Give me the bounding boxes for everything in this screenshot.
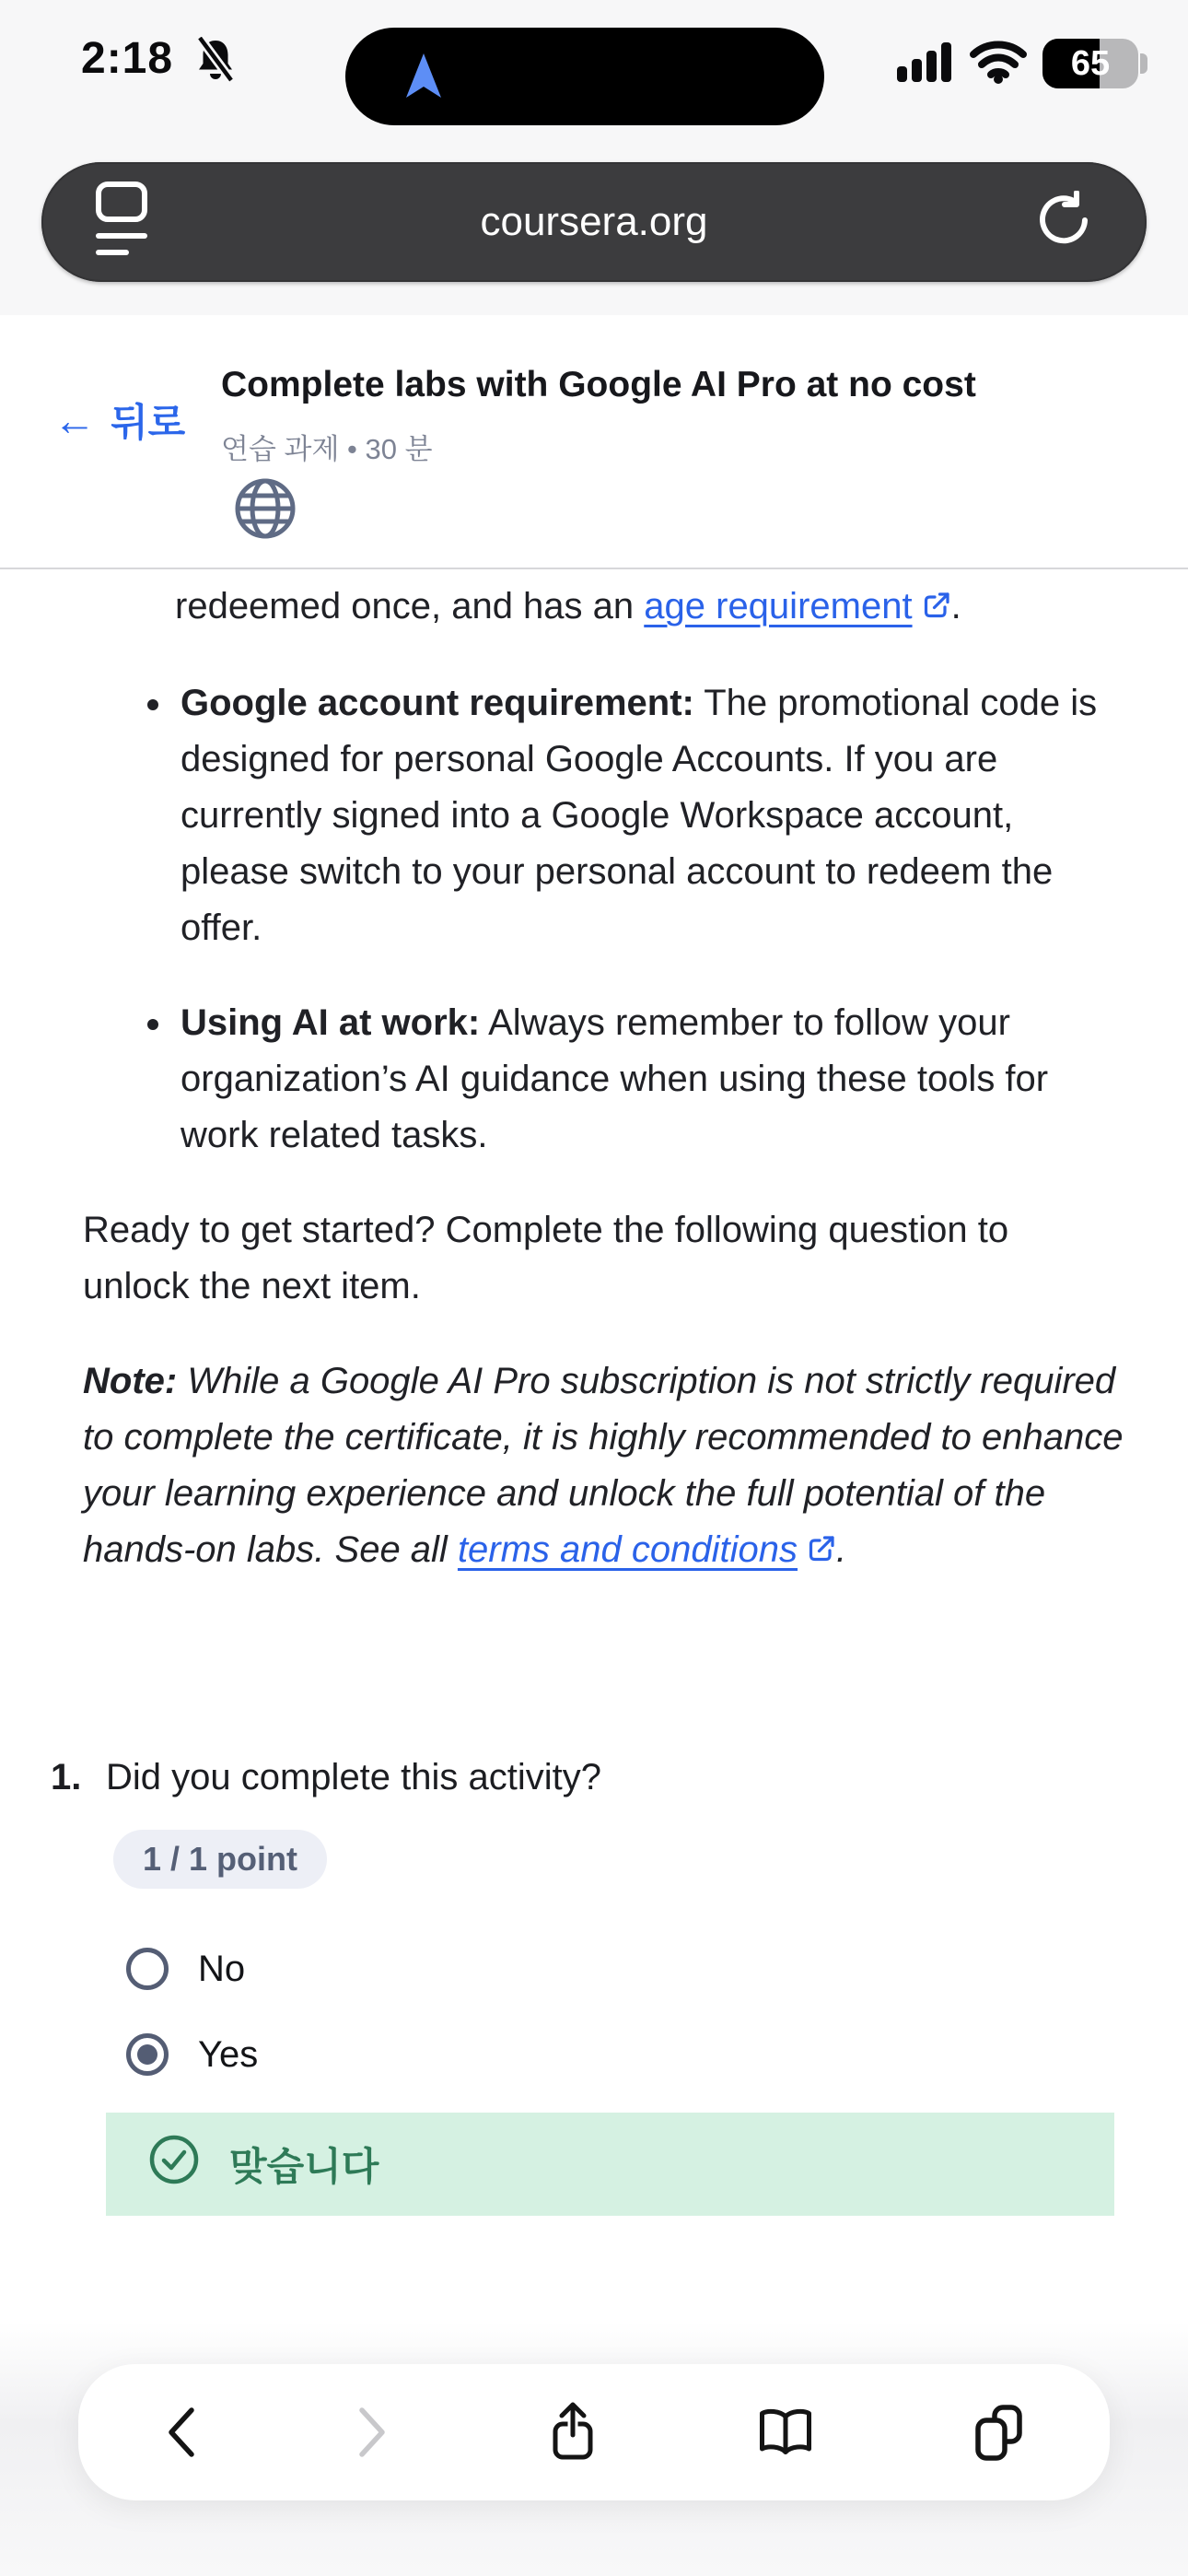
battery-indicator: [1042, 39, 1149, 88]
reload-button[interactable]: [1034, 191, 1093, 253]
clock-text: 2:18: [81, 34, 174, 83]
radio-option-yes[interactable]: [126, 2033, 1188, 2076]
nav-back-button[interactable]: [163, 2406, 198, 2459]
option-label[interactable]: No: [198, 1948, 246, 1989]
check-circle-icon: [148, 2134, 200, 2195]
page-title: Complete labs with Google AI Pro at no cost: [221, 365, 976, 404]
radio-circle-selected[interactable]: [126, 2033, 169, 2076]
status-bar: [0, 0, 1188, 138]
points-badge: 1 / 1 point: [113, 1830, 327, 1889]
browser-toolbar: [78, 2364, 1110, 2500]
back-arrow-icon: ←: [53, 396, 96, 444]
bullet-item-google-account: • Google account requirement: The promotional code is designed for personal Google Accounts. If you are currently signed into a Google Workspace account, please switch to your personal account to redeem the offer.: [175, 675, 1114, 956]
notifications-silenced-icon: [195, 37, 236, 88]
battery-percent-text: 65: [1070, 43, 1111, 83]
bullet-list: [0, 675, 1114, 1164]
nav-forward-button[interactable]: [355, 2406, 390, 2459]
question-text: Did you complete this activity?: [106, 1757, 602, 1797]
radio-circle-unselected[interactable]: [126, 1948, 169, 1990]
radio-option-no[interactable]: [126, 1948, 1188, 1990]
external-link-icon: [807, 1524, 836, 1580]
terms-and-conditions-link[interactable]: terms and conditions: [458, 1529, 836, 1570]
address-bar: [41, 162, 1147, 282]
external-link-icon: [922, 580, 951, 637]
cellular-signal-icon: [897, 41, 954, 88]
chevron-left-icon: [163, 2406, 198, 2459]
url-text[interactable]: coursera.org: [480, 199, 708, 244]
battery-cap: [1140, 53, 1147, 74]
ready-text: Ready to get started? Complete the following question to unlock the next item.: [83, 1210, 1009, 1306]
quiz-section: [0, 1757, 1188, 2216]
note-text: Note: While a Google AI Pro subscription is not strictly required to complete the certificate, it is highly recommended to enhance your learning experience and unlock the full potential of the hands-on labs. See all terms and conditions .: [83, 1353, 1144, 1580]
option-label[interactable]: Yes: [198, 2033, 259, 2075]
bullet-item-ai-at-work: • Using AI at work: Always remember to follow your organization’s AI guidance when using these tools for work related tasks.: [175, 995, 1114, 1164]
wifi-icon: [969, 40, 1028, 88]
dynamic-island: [345, 28, 824, 125]
item-meta: 연습 과제 • 30 분: [221, 433, 433, 465]
feedback-text: 맞습니다: [229, 2145, 379, 2188]
back-label: 뒤로: [111, 401, 186, 444]
correct-feedback-banner: [106, 2113, 1114, 2216]
intro-text: redeemed once, and has an age requirement .: [175, 579, 1114, 637]
reload-icon: [1034, 191, 1093, 253]
reading-content: [0, 569, 1188, 1619]
chevron-right-icon: [355, 2406, 390, 2459]
tabs-button[interactable]: [972, 2403, 1025, 2462]
navigation-arrow-icon: [402, 52, 445, 106]
book-icon: [756, 2406, 815, 2458]
answer-options: [126, 1948, 1188, 2076]
tabs-icon: [972, 2403, 1025, 2462]
share-button[interactable]: [547, 2400, 599, 2465]
globe-icon: [232, 475, 298, 546]
age-requirement-link[interactable]: age requirement: [644, 586, 950, 626]
question-number: 1.: [51, 1757, 82, 1797]
back-button[interactable]: [53, 392, 185, 448]
bookmarks-button[interactable]: [756, 2406, 815, 2458]
share-icon: [547, 2400, 599, 2465]
